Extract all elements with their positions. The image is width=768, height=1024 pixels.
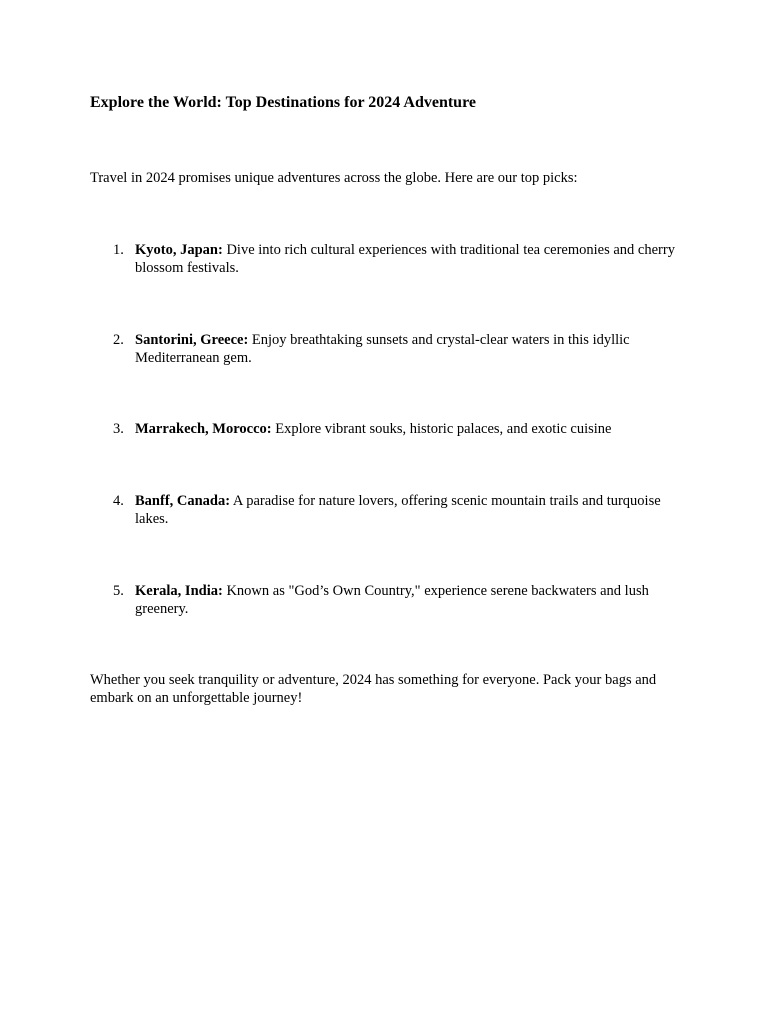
list-item-number: 1. [113, 242, 124, 258]
list-item-text [135, 420, 680, 438]
destination-description: A paradise for nature lovers, offering scenic mountain trails and turquoise lakes. [135, 493, 661, 527]
list-item-number: 4. [113, 493, 124, 509]
destination-name: Banff, Canada: [135, 493, 231, 509]
destination-name: Santorini, Greece: [135, 332, 249, 348]
destination-description: Enjoy breathtaking sunsets and crystal-clear waters in this idyllic Mediterranean gem. [135, 332, 630, 366]
closing-paragraph: Whether you seek tranquility or adventure, 2024 has something for everyone. Pack your bags and embark on an unforgettable journey! [90, 672, 657, 706]
list-item-text [135, 331, 680, 367]
destination-name: Marrakech, Morocco: [135, 421, 272, 437]
destination-name: Kerala, India: [135, 583, 223, 599]
intro-paragraph: Travel in 2024 promises unique adventures across the globe. Here are our top picks: [90, 170, 578, 186]
list-item-text [135, 241, 680, 277]
list-item-number: 5. [113, 583, 124, 599]
list-item-text [135, 582, 680, 618]
destination-description: Dive into rich cultural experiences with traditional tea ceremonies and cherry blossom festivals. [135, 242, 675, 276]
destination-name: Kyoto, Japan: [135, 242, 223, 258]
list-item-number: 2. [113, 332, 124, 348]
destination-description: Known as "God’s Own Country," experience serene backwaters and lush greenery. [135, 583, 649, 617]
document-title: Explore the World: Top Destinations for 2024 Adventure [90, 94, 476, 111]
list-item-number: 3. [113, 421, 124, 437]
destination-description: Explore vibrant souks, historic palaces, and exotic cuisine [271, 421, 612, 437]
list-item-text [135, 492, 680, 528]
